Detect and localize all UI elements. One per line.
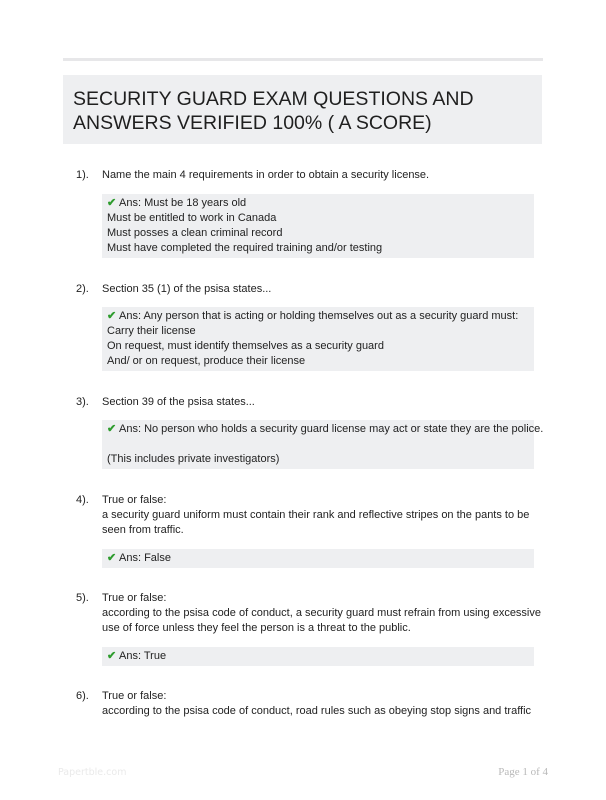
answer-box — [102, 647, 534, 666]
question-text — [102, 493, 534, 538]
question-line: Name the main 4 requirements in order to obtain a security license. — [102, 169, 430, 181]
answer-line-text: Ans: False — [119, 552, 171, 564]
question-line: Section 39 of the psisa states... — [102, 396, 255, 408]
answer-box — [102, 549, 534, 568]
top-rule — [63, 58, 543, 61]
question-line: a security guard uniform must contain their rank and reflective stripes on the pants to be — [102, 509, 530, 521]
footer-watermark: Papertble.com — [58, 767, 127, 778]
document-title — [73, 87, 533, 135]
answer-box — [102, 420, 544, 469]
answer-line — [107, 437, 529, 452]
answer-line: On request, must identify themselves as a security guard — [107, 340, 384, 352]
answer-box — [102, 194, 534, 258]
answer-line: Must have completed the required training and/or testing — [107, 242, 383, 254]
question-text — [102, 689, 534, 719]
question-text — [102, 282, 534, 297]
question-text — [102, 168, 534, 183]
question-number: 6). — [76, 690, 89, 702]
answer-line: Carry their license — [107, 325, 196, 337]
question-number: 1). — [76, 169, 89, 181]
answer-line: And/ or on request, produce their license — [107, 355, 306, 367]
question-line: according to the psisa code of conduct, a security guard must refrain from using excessive — [102, 607, 541, 619]
question-text — [102, 591, 541, 636]
question-line: seen from traffic. — [102, 524, 184, 536]
answer-line — [107, 551, 529, 566]
checkmark-icon: ✔ — [107, 310, 117, 322]
question-number: 3). — [76, 396, 89, 408]
page-number: Page 1 of 4 — [498, 766, 548, 778]
question-number: 2). — [76, 283, 89, 295]
answer-line — [107, 309, 529, 324]
question-line: True or false: — [102, 690, 167, 702]
checkmark-icon: ✔ — [107, 423, 117, 435]
title-banner — [63, 75, 542, 144]
checkmark-icon: ✔ — [107, 197, 117, 209]
answer-line — [107, 422, 544, 437]
answer-line: (This includes private investigators) — [107, 453, 280, 465]
title-line: ANSWERS VERIFIED 100% ( A SCORE) — [73, 112, 432, 134]
question-line: according to the psisa code of conduct, road rules such as obeying stop signs and traffic — [102, 705, 532, 717]
question-line: True or false: — [102, 592, 167, 604]
answer-line-text: Ans: Any person that is acting or holding themselves out as a security guard must: — [119, 310, 519, 322]
question-number: 5). — [76, 592, 89, 604]
answer-line — [107, 196, 529, 211]
answer-line: Must be entitled to work in Canada — [107, 212, 277, 224]
answer-line-text: Ans: No person who holds a security guard license may act or state they are the police. — [119, 423, 544, 435]
question-line: Section 35 (1) of the psisa states... — [102, 283, 272, 295]
answer-line-text: Ans: Must be 18 years old — [119, 197, 247, 209]
answer-line — [107, 649, 529, 664]
checkmark-icon: ✔ — [107, 552, 117, 564]
checkmark-icon: ✔ — [107, 650, 117, 662]
question-text — [102, 395, 534, 410]
question-number: 4). — [76, 494, 89, 506]
answer-line: Must posses a clean criminal record — [107, 227, 283, 239]
question-line: True or false: — [102, 494, 167, 506]
question-line: use of force unless they feel the person is a threat to the public. — [102, 622, 411, 634]
answer-box — [102, 307, 534, 371]
title-line: SECURITY GUARD EXAM QUESTIONS AND — [73, 88, 474, 110]
answer-line-text: Ans: True — [119, 650, 167, 662]
